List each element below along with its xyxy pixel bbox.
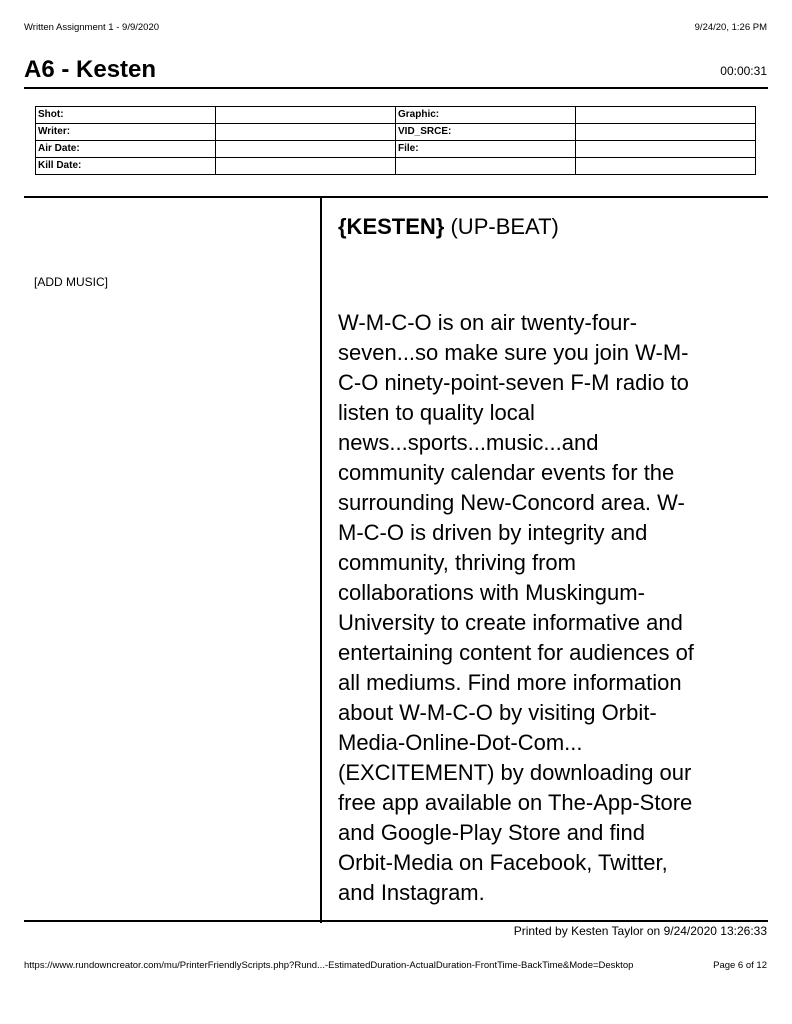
print-header-title: Written Assignment 1 - 9/9/2020 (24, 22, 160, 33)
script-line: collaborations with Muskingum- (338, 580, 645, 605)
printed-by: Printed by Kesten Taylor on 9/24/2020 13:26:33 (513, 924, 767, 938)
metadata-value (216, 107, 396, 124)
production-cue: [ADD MUSIC] (34, 275, 109, 289)
script-line: all mediums. Find more information (338, 670, 682, 695)
script-line: community calendar events for the (338, 460, 675, 485)
metadata-value (576, 124, 756, 141)
footer-url: https://www.rundowncreator.com/mu/PrinterFriendlyScripts.php?Rund...-EstimatedDuration-ActualDuration-FrontTime-BackTime&Mode=Desktop (24, 960, 634, 971)
metadata-value (576, 141, 756, 158)
script-line: entertaining content for audiences of (338, 640, 694, 665)
metadata-row (36, 158, 756, 175)
metadata-label: VID_SRCE: (396, 124, 576, 141)
script-line: and Instagram. (338, 880, 485, 905)
script-line: Media-Online-Dot-Com... (338, 730, 583, 755)
metadata-value (216, 158, 396, 175)
column-divider (320, 196, 322, 923)
script-line: University to create informative and (338, 610, 683, 635)
metadata-value (576, 107, 756, 124)
print-header-datetime: 9/24/20, 1:26 PM (694, 22, 767, 33)
script-text (338, 308, 753, 908)
metadata-label: File: (396, 141, 576, 158)
title-divider (24, 87, 768, 89)
script-line: listen to quality local (338, 400, 535, 425)
metadata-row (36, 107, 756, 124)
script-line: and Google-Play Store and find (338, 820, 645, 845)
delivery-direction: (UP-BEAT) (450, 214, 559, 239)
script-line: about W-M-C-O by visiting Orbit- (338, 700, 657, 725)
talent-line (338, 214, 559, 240)
metadata-label (396, 158, 576, 175)
script-line: news...sports...music...and (338, 430, 599, 455)
page-title: A6 - Kesten (24, 56, 157, 83)
script-line: M-C-O is driven by integrity and (338, 520, 648, 545)
script-line: C-O ninety-point-seven F-M radio to (338, 370, 689, 395)
metadata-table (35, 106, 756, 175)
script-line: free app available on The-App-Store (338, 790, 693, 815)
script-line: W-M-C-O is on air twenty-four- (338, 310, 638, 335)
page-number: Page 6 of 12 (713, 960, 767, 971)
script-line: (EXCITEMENT) by downloading our (338, 760, 692, 785)
script-bottom-divider (24, 920, 768, 922)
script-line: community, thriving from (338, 550, 576, 575)
metadata-value (216, 124, 396, 141)
metadata-label: Air Date: (36, 141, 216, 158)
metadata-label: Graphic: (396, 107, 576, 124)
talent-name: {KESTEN} (338, 214, 445, 239)
script-line: surrounding New-Concord area. W- (338, 490, 685, 515)
script-line: Orbit-Media on Facebook, Twitter, (338, 850, 668, 875)
metadata-label: Writer: (36, 124, 216, 141)
metadata-row (36, 141, 756, 158)
metadata-label: Kill Date: (36, 158, 216, 175)
metadata-label: Shot: (36, 107, 216, 124)
metadata-row (36, 124, 756, 141)
script-line: seven...so make sure you join W-M- (338, 340, 689, 365)
metadata-value (216, 141, 396, 158)
metadata-value (576, 158, 756, 175)
duration: 00:00:31 (720, 64, 767, 78)
script-top-divider (24, 196, 768, 198)
